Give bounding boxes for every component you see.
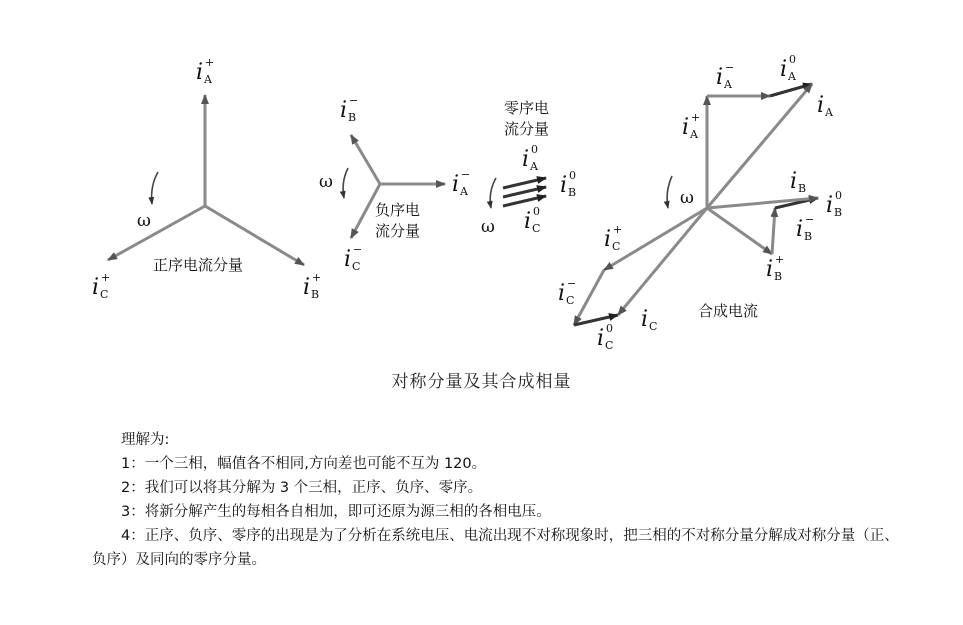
label-ib-positive-sup: +: [312, 271, 322, 284]
label-ia-zero-sup: 0: [531, 143, 538, 156]
label-ic-positive-resultant-sup: +: [613, 223, 623, 236]
label-ib-zero: $i_B$: [560, 173, 577, 199]
resultant-group: [558, 53, 842, 352]
zero-sequence-label-line1: 零序电: [504, 99, 550, 117]
positive-sequence-label: 正序电流分量: [153, 256, 244, 274]
label-ic-zero-sup: 0: [533, 205, 540, 218]
label-ib-zero-sup: 0: [569, 169, 576, 182]
label-ic-negative-sup: −: [353, 243, 363, 256]
zero-sequence-label-line2: 流分量: [504, 120, 550, 138]
label-ib-negative-sup: −: [349, 94, 359, 107]
label-ia-negative-sup: −: [461, 168, 471, 181]
resultant-chain-b-negative: [772, 208, 775, 254]
resultant-chain-c-negative: [574, 270, 604, 325]
label-ic-negative-resultant: $i_C$: [558, 281, 575, 307]
notes-item-2: 2：我们可以将其分解为 3 个三相，正序、负序、零序。: [121, 480, 483, 496]
label-ib-negative: $i_B$: [340, 98, 357, 124]
phasor-a-zero: [503, 178, 546, 188]
label-ib-zero-resultant: $i_B$: [826, 193, 843, 219]
rotation-arrow-positive: [152, 172, 158, 204]
negative-sequence-label-line1: 负序电: [375, 201, 421, 219]
label-ia-negative-resultant: $i_A$: [716, 65, 732, 91]
resultant-current-label: 合成电流: [698, 302, 759, 320]
resultant-chain-b-positive: [707, 208, 772, 254]
rotation-arrow-resultant: [667, 176, 672, 208]
phasor-c-positive: [108, 206, 205, 260]
label-ia-positive: $i_A$: [196, 60, 212, 86]
omega-zero: ω: [481, 217, 495, 237]
label-ic-resultant: $i_C$: [641, 307, 658, 333]
label-ic-positive-resultant: $i_C$: [604, 227, 621, 253]
label-ic-zero-resultant-sup: 0: [606, 322, 613, 335]
zero-sequence-group: [481, 99, 576, 237]
label-ia-negative-resultant-sup: −: [725, 61, 735, 74]
label-ia-positive-resultant-sup: +: [691, 111, 701, 124]
label-ia-zero-resultant: $i_A$: [780, 57, 796, 83]
label-ib-positive-resultant: $i_B$: [766, 257, 783, 283]
label-ia-zero: $i_A$: [522, 147, 538, 173]
explanation-notes: [92, 428, 912, 572]
label-ic-positive: $i_C$: [92, 275, 109, 301]
notes-item-4: 4：正序、负序、零序的出现是为了分析在系统电压、电流出现不对称现象时，把三相的不对称分量分解成对称分量（正、负序）及同向的零序分量。: [92, 528, 899, 568]
notes-heading: 理解为:: [121, 432, 170, 448]
omega-resultant: ω: [680, 188, 694, 208]
figure-caption: 对称分量及其合成相量: [391, 372, 572, 392]
label-ib-positive-resultant-sup: +: [775, 253, 785, 266]
label-ic-negative-resultant-sup: −: [567, 277, 577, 290]
omega-negative: ω: [319, 172, 333, 192]
label-ib-zero-resultant-sup: 0: [835, 189, 842, 202]
label-ia-positive-resultant: $i_A$: [682, 115, 698, 141]
label-ic-zero-resultant: $i_C$: [597, 326, 614, 352]
positive-sequence-group: [92, 56, 321, 301]
negative-sequence-group: [319, 94, 470, 273]
label-ia-positive-sup: +: [205, 56, 215, 69]
resultant-phasor-c: [618, 208, 707, 315]
label-ic-zero: $i_C$: [524, 209, 541, 235]
negative-sequence-label-line2: 流分量: [375, 222, 421, 240]
label-ic-negative: $i_C$: [344, 247, 361, 273]
omega-positive: ω: [137, 211, 151, 231]
phasor-b-negative: [351, 135, 380, 184]
label-ib-positive: $i_B$: [303, 275, 320, 301]
rotation-arrow-negative: [343, 168, 348, 198]
label-ib-resultant: $i_B$: [790, 169, 807, 195]
rotation-arrow-zero: [490, 178, 496, 208]
label-ib-negative-resultant: $i_B$: [796, 217, 813, 243]
label-ic-positive-sup: +: [101, 271, 111, 284]
resultant-chain-c-positive: [604, 208, 707, 270]
notes-item-3: 3：将新分解产生的每相各自相加，即可还原为源三相的各相电压。: [121, 504, 551, 520]
notes-item-1: 1：一个三相，幅值各不相同,方向差也可能不互为 120。: [121, 456, 487, 472]
phasor-b-zero: [503, 187, 546, 197]
label-ia-zero-resultant-sup: 0: [789, 53, 796, 66]
label-ia-resultant: $i_A$: [817, 93, 833, 119]
label-ia-negative: $i_A$: [452, 172, 468, 198]
label-ib-negative-resultant-sup: −: [805, 213, 815, 226]
